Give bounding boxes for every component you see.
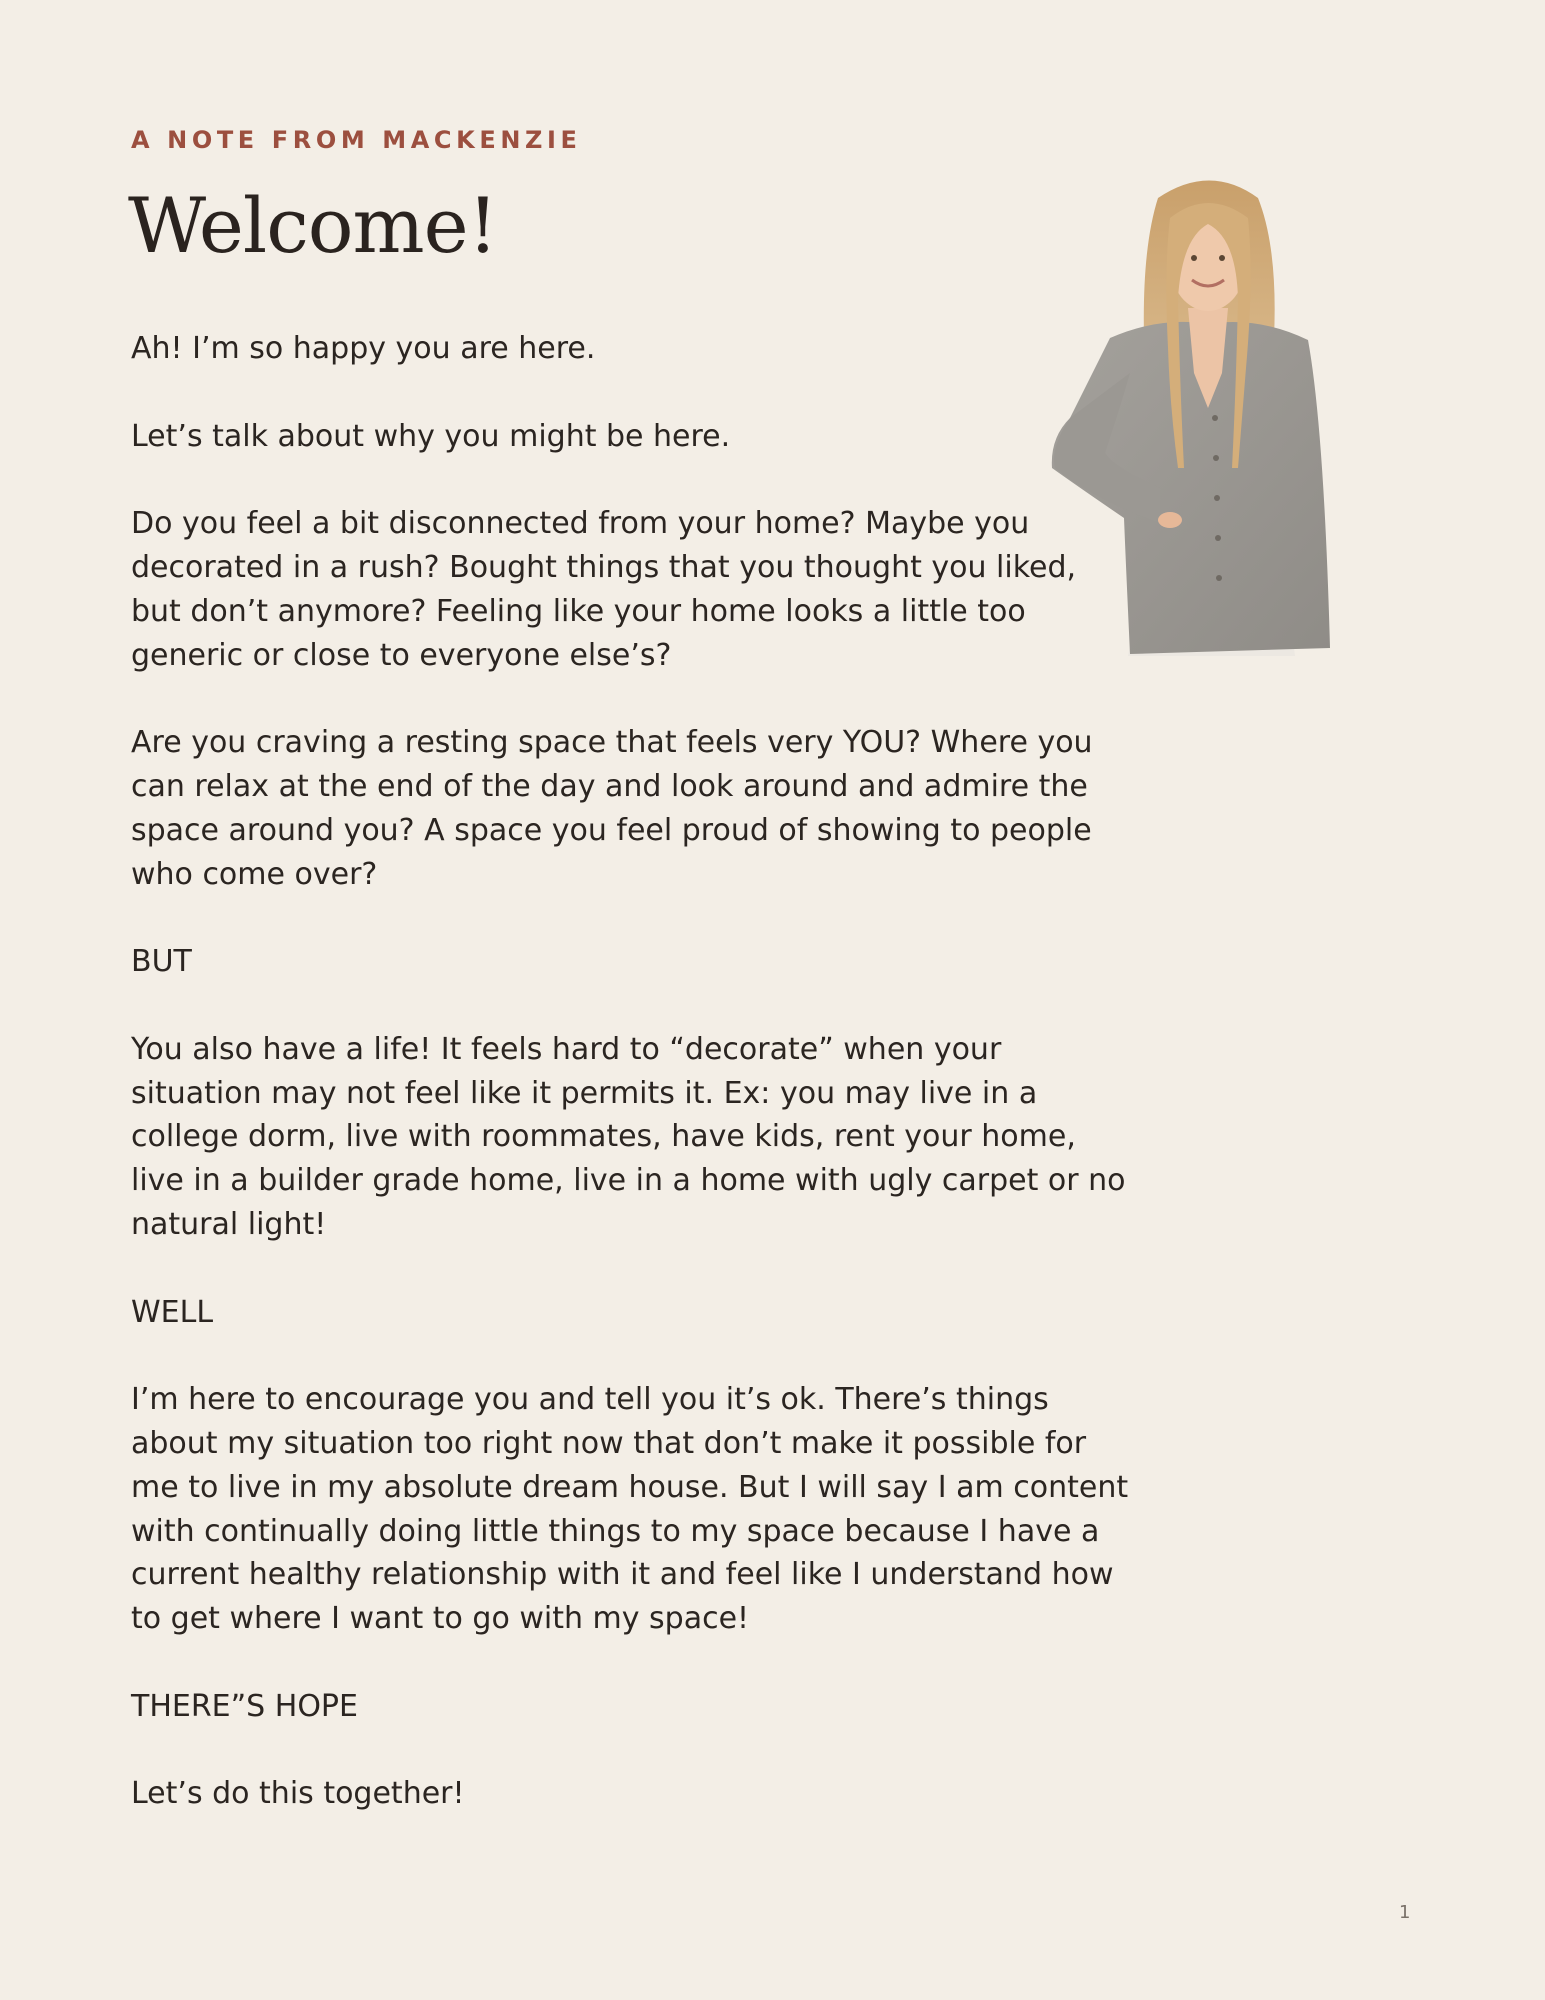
paragraph-craving: Are you craving a resting space that feels very YOU? Where you can relax at the end of the day and look around and admire the space around you? A space you feel proud of showing to people who come over? bbox=[131, 725, 1093, 892]
paragraph-but: BUT bbox=[131, 944, 192, 980]
paragraph-well: WELL bbox=[131, 1294, 214, 1330]
page-number: 1 bbox=[1399, 1902, 1411, 1923]
paragraph-greeting: Ah! I’m so happy you are here. bbox=[131, 331, 596, 366]
paragraph-disconnected: Do you feel a bit disconnected from your home? Maybe you decorated in a rush? Bought things that you thought you liked, but don’t anymore? Feeling like your home looks a little too generic or close to everyone else’s? bbox=[131, 506, 1077, 673]
paragraph-intro: Let’s talk about why you might be here. bbox=[131, 418, 731, 454]
section-eyebrow: A NOTE FROM MACKENZIE bbox=[131, 126, 582, 154]
page-title: Welcome! bbox=[128, 181, 498, 270]
paragraph-life: You also have a life! It feels hard to “decorate” when your situation may not feel like it permits it. Ex: you may live in a college dorm, live with roommates, have kids, rent your home, live in a builder grade home, live in a home with ugly carpet or no natural light! bbox=[131, 1031, 1126, 1242]
paragraph-encourage: I’m here to encourage you and tell you it’s ok. There’s things about my situation too right now that don’t make it possible for me to live in my absolute dream house. But I will say I am content with continually doing little things to my space because I have a current healthy relationship with it and feel like I understand how to get where I want to go with my space! bbox=[131, 1382, 1129, 1637]
paragraph-together: Let’s do this together! bbox=[131, 1776, 465, 1812]
letter-body bbox=[131, 327, 1131, 1860]
paragraph-hope: THERE”S HOPE bbox=[131, 1688, 358, 1724]
